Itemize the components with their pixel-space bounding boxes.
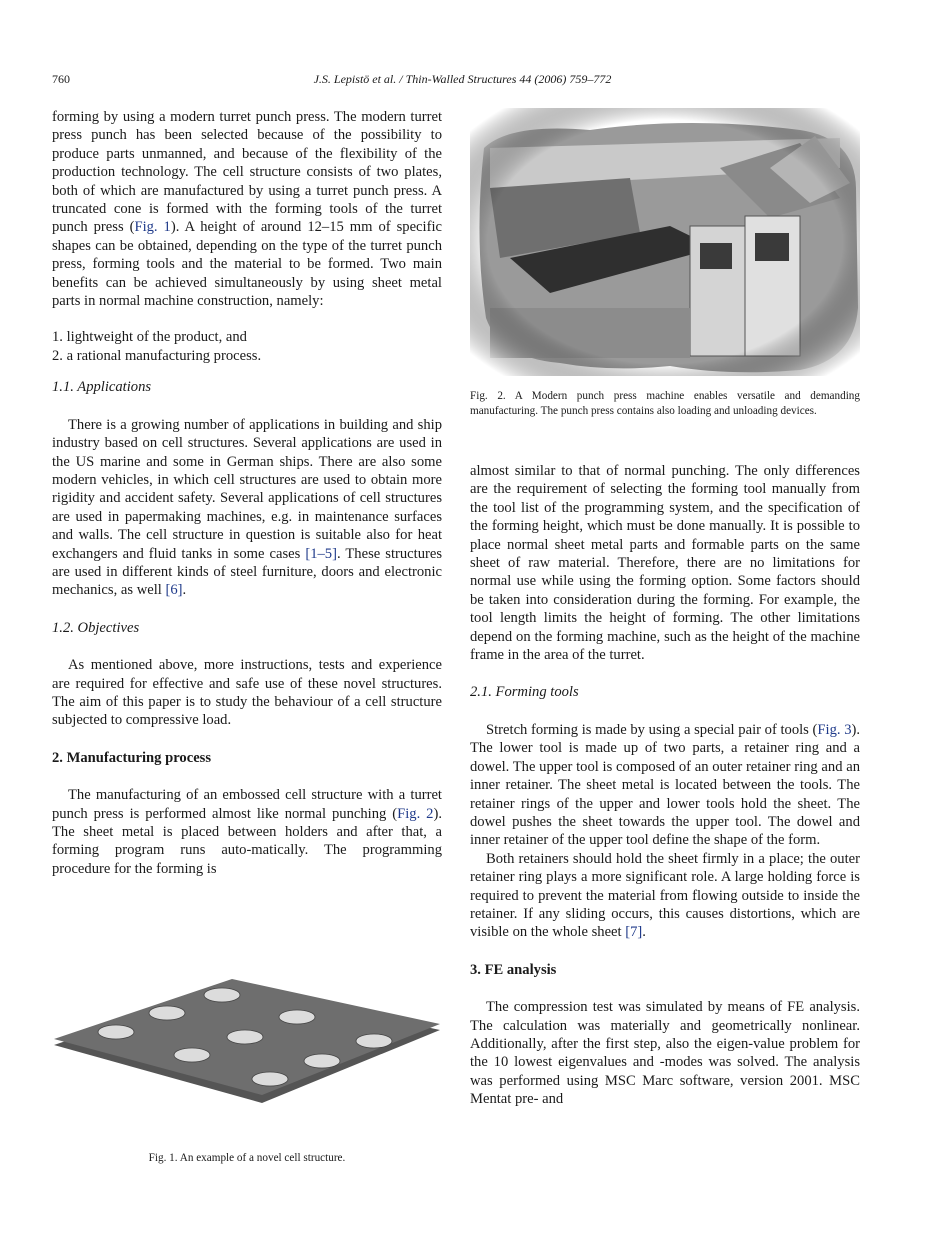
dimple	[304, 1054, 340, 1068]
paragraph-forming-tools: Stretch forming is made by using a special pair of tools (Fig. 3). The lower tool is made up of two parts, a retainer ring and a dowel. The upper tool is composed of an outer retainer ring and an inner retainer. The sheet metal is located between the tools. The retainer rings of the upper and lower tools hold the sheet. The dowel pushes the sheet towards the upper tool. The dowel and inner retainer of the upper tool define the shape of the form.	[470, 721, 861, 849]
dimple	[174, 1048, 210, 1062]
dimple	[98, 1025, 134, 1039]
dimple	[227, 1030, 263, 1044]
list-item: 1. lightweight of the product, and	[52, 329, 247, 346]
page-number: 760	[52, 72, 70, 86]
running-title: J.S. Lepistö et al. / Thin-Walled Structures 44 (2006) 759–772	[313, 72, 612, 86]
paragraph-intro: forming by using a modern turret punch press. The modern turret press punch has been selected because of the possibility to produce parts unmanned, and because of the flexibility of the production technology. The cell structure consists of two plates, both of which are manufactured by using a turret punch press. A truncated cone is formed with the forming tools of the turret punch press (Fig. 1). A height of around 12–15 mm of specific shapes can be obtained, depending on the type of the turret punch press, forming tools and the material to be formed. Two main benefits can be achieved simultaneously by using sheet metal parts in normal machine construction, namely:	[52, 109, 442, 310]
fig3-link[interactable]: Fig. 3	[817, 721, 852, 738]
heading-fe-analysis: 3. FE analysis	[470, 961, 557, 978]
fig1-link[interactable]: Fig. 1	[134, 219, 171, 236]
heading-applications: 1.1. Applications	[52, 379, 152, 396]
heading-forming-tools: 2.1. Forming tools	[470, 684, 579, 701]
list-item: 2. a rational manufacturing process.	[52, 347, 262, 364]
dimple	[279, 1010, 315, 1024]
fig2-link[interactable]: Fig. 2	[397, 805, 434, 822]
right-column	[470, 462, 860, 1109]
figure1-image	[52, 975, 442, 1105]
benefits-list	[52, 328, 442, 365]
ref-link-7[interactable]: [7]	[625, 924, 643, 941]
running-header	[52, 72, 873, 90]
figure2-image	[470, 108, 860, 376]
ref-link-1-5[interactable]: [1–5]	[305, 545, 337, 562]
ref-link-6[interactable]: [6]	[165, 582, 183, 599]
dimple	[252, 1072, 288, 1086]
paragraph-fe-analysis: The compression test was simulated by means of FE analysis. The calculation was materially and geometrically nonlinear. Additionally, after the first step, also the eigen-value problem for the 10 lowest eigenvalues and -modes was solved. The analysis was performed using MSC Marc software, version 2001. MSC Mentat pre- and	[470, 999, 860, 1108]
paragraph-objectives: As mentioned above, more instructions, tests and experience are required for effective and safe use of these novel structures. The aim of this paper is to study the behaviour of a cell structure subjected to compressive load.	[52, 657, 442, 729]
dimple	[149, 1006, 185, 1020]
dimple	[204, 988, 240, 1002]
paragraph-manufacturing: The manufacturing of an embossed cell structure with a turret punch press is performed almost like normal punching (Fig. 2). The sheet metal is placed between holders and after that, a forming program runs auto-matically. The programming procedure for the forming is	[52, 787, 442, 877]
figure1-caption: Fig. 1. An example of a novel cell structure.	[148, 1152, 346, 1164]
paragraph-programming: almost similar to that of normal punching. The only differences are the requirement of selecting the forming tool manually from the tool list of the programming system, and the specification of the forming height, which must be done manually. It is possible to place normal sheet metal parts and formable parts on the same sheet of raw material. Therefore, there are no limitations for normal use while using the forming option. Some factors should be taken into consideration during the forming. For example, the tool length limits the height of forming. The other limitations depend on the forming machine, such as the height of the machine frame in the area of the turret.	[470, 463, 860, 664]
heading-objectives: 1.2. Objectives	[52, 619, 140, 636]
heading-manufacturing: 2. Manufacturing process	[52, 749, 212, 766]
paragraph-retainers: Both retainers should hold the sheet firmly in a place; the outer retainer ring plays a more significant role. A large holding force is required to prevent the material from flowing outside to inside the retainer. If any sliding occurs, this causes distortions, which are visible on the whole sheet [7].	[470, 850, 860, 941]
paragraph-applications: There is a growing number of applications in building and ship industry based on cell structures. Several applications are used in the US marine and some in German ships. There are also some modern vehicles, in which cell structures are used to obtain more rigidity and accident safety. Several applications of cell structures are used in papermaking machines, e.g. in maintenance surfaces and walls. The cell structure in question is suitable also for heat exchangers and fluid tanks in some cases [1–5]. These structures are used in different kinds of steel furniture, doors and electronic mechanics, as well [6].	[52, 416, 443, 599]
left-column	[52, 108, 442, 878]
dimple	[356, 1034, 392, 1048]
figure2-caption: Fig. 2. A Modern punch press machine enables versatile and demanding manufacturing. The punch press contains also loading and unloading devices.	[470, 390, 860, 417]
vignette	[470, 108, 860, 376]
